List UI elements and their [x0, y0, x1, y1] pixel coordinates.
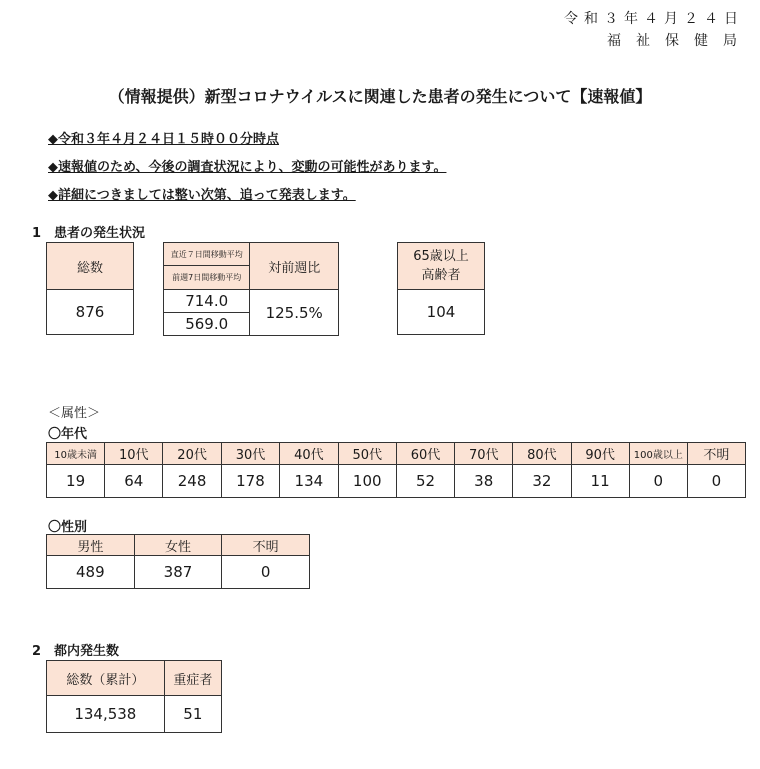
- elderly-label-line2: 高齢者: [421, 268, 461, 283]
- gender-value-male: 489: [47, 556, 135, 589]
- elderly-table: [397, 242, 485, 335]
- age-label-80s: 80代: [513, 443, 571, 465]
- total-label: 総数: [47, 243, 134, 290]
- age-value-30s: 178: [221, 465, 279, 498]
- age-label-30s: 30代: [221, 443, 279, 465]
- gender-label-unknown: 不明: [222, 535, 310, 556]
- age-label-20s: 20代: [163, 443, 221, 465]
- age-table: [46, 442, 746, 498]
- age-value-unknown: 0: [687, 465, 745, 498]
- note-preliminary: ◆速報値のため、今後の調査状況により、変動の可能性があります。: [48, 160, 447, 175]
- gender-value-female: 387: [134, 556, 222, 589]
- total-value: 876: [47, 290, 134, 335]
- attributes-heading: ＜属性＞: [48, 406, 101, 421]
- age-label-100plus: 100歳以上: [629, 443, 687, 465]
- total-table: [46, 242, 134, 335]
- age-value-100plus: 0: [629, 465, 687, 498]
- section1-heading: 1 患者の発生状況: [32, 226, 146, 241]
- section2-heading: 2 都内発生数: [32, 644, 120, 659]
- document-title: （情報提供）新型コロナウイルスに関連した患者の発生について【速報値】: [108, 87, 652, 106]
- age-label-40s: 40代: [280, 443, 338, 465]
- age-label-50s: 50代: [338, 443, 396, 465]
- age-label-under10: 10歳未満: [47, 443, 105, 465]
- gender-table: [46, 534, 310, 589]
- note-details: ◆詳細につきましては整い次第、追って発表します。: [48, 188, 356, 203]
- avg7-value: 714.0: [164, 290, 250, 313]
- elderly-value: 104: [398, 290, 485, 335]
- age-value-50s: 100: [338, 465, 396, 498]
- prev-avg7-value: 569.0: [164, 313, 250, 336]
- age-value-20s: 248: [163, 465, 221, 498]
- report-date: 令和３年４月２４日: [564, 11, 744, 27]
- prev-avg7-label: 前週7日間移動平均: [164, 266, 250, 290]
- elderly-label: [398, 243, 485, 290]
- avg7-label: 直近７日間移動平均: [164, 243, 250, 266]
- age-label-70s: 70代: [455, 443, 513, 465]
- cumulative-value: 134,538: [47, 696, 165, 733]
- age-value-90s: 11: [571, 465, 629, 498]
- elderly-label-line1: 65歳以上: [413, 248, 469, 264]
- age-value-under10: 19: [47, 465, 105, 498]
- cumulative-table: [46, 660, 222, 733]
- moving-average-table: [163, 242, 339, 336]
- age-label-10s: 10代: [105, 443, 163, 465]
- gender-heading: 〇性別: [48, 520, 88, 535]
- age-heading: 〇年代: [48, 427, 88, 442]
- ratio-value: 125.5%: [250, 290, 339, 336]
- age-label-60s: 60代: [396, 443, 454, 465]
- ratio-label: 対前週比: [250, 243, 339, 290]
- gender-label-female: 女性: [134, 535, 222, 556]
- age-value-60s: 52: [396, 465, 454, 498]
- age-value-10s: 64: [105, 465, 163, 498]
- department-name: 福祉保健局: [607, 33, 752, 49]
- cumulative-label: 総数（累計）: [47, 661, 165, 696]
- gender-label-male: 男性: [47, 535, 135, 556]
- severe-value: 51: [164, 696, 221, 733]
- age-label-unknown: 不明: [687, 443, 745, 465]
- severe-label: 重症者: [164, 661, 221, 696]
- age-value-40s: 134: [280, 465, 338, 498]
- age-value-70s: 38: [455, 465, 513, 498]
- gender-value-unknown: 0: [222, 556, 310, 589]
- note-timestamp: ◆令和３年４月２４日１５時００分時点: [48, 132, 279, 147]
- age-value-80s: 32: [513, 465, 571, 498]
- age-label-90s: 90代: [571, 443, 629, 465]
